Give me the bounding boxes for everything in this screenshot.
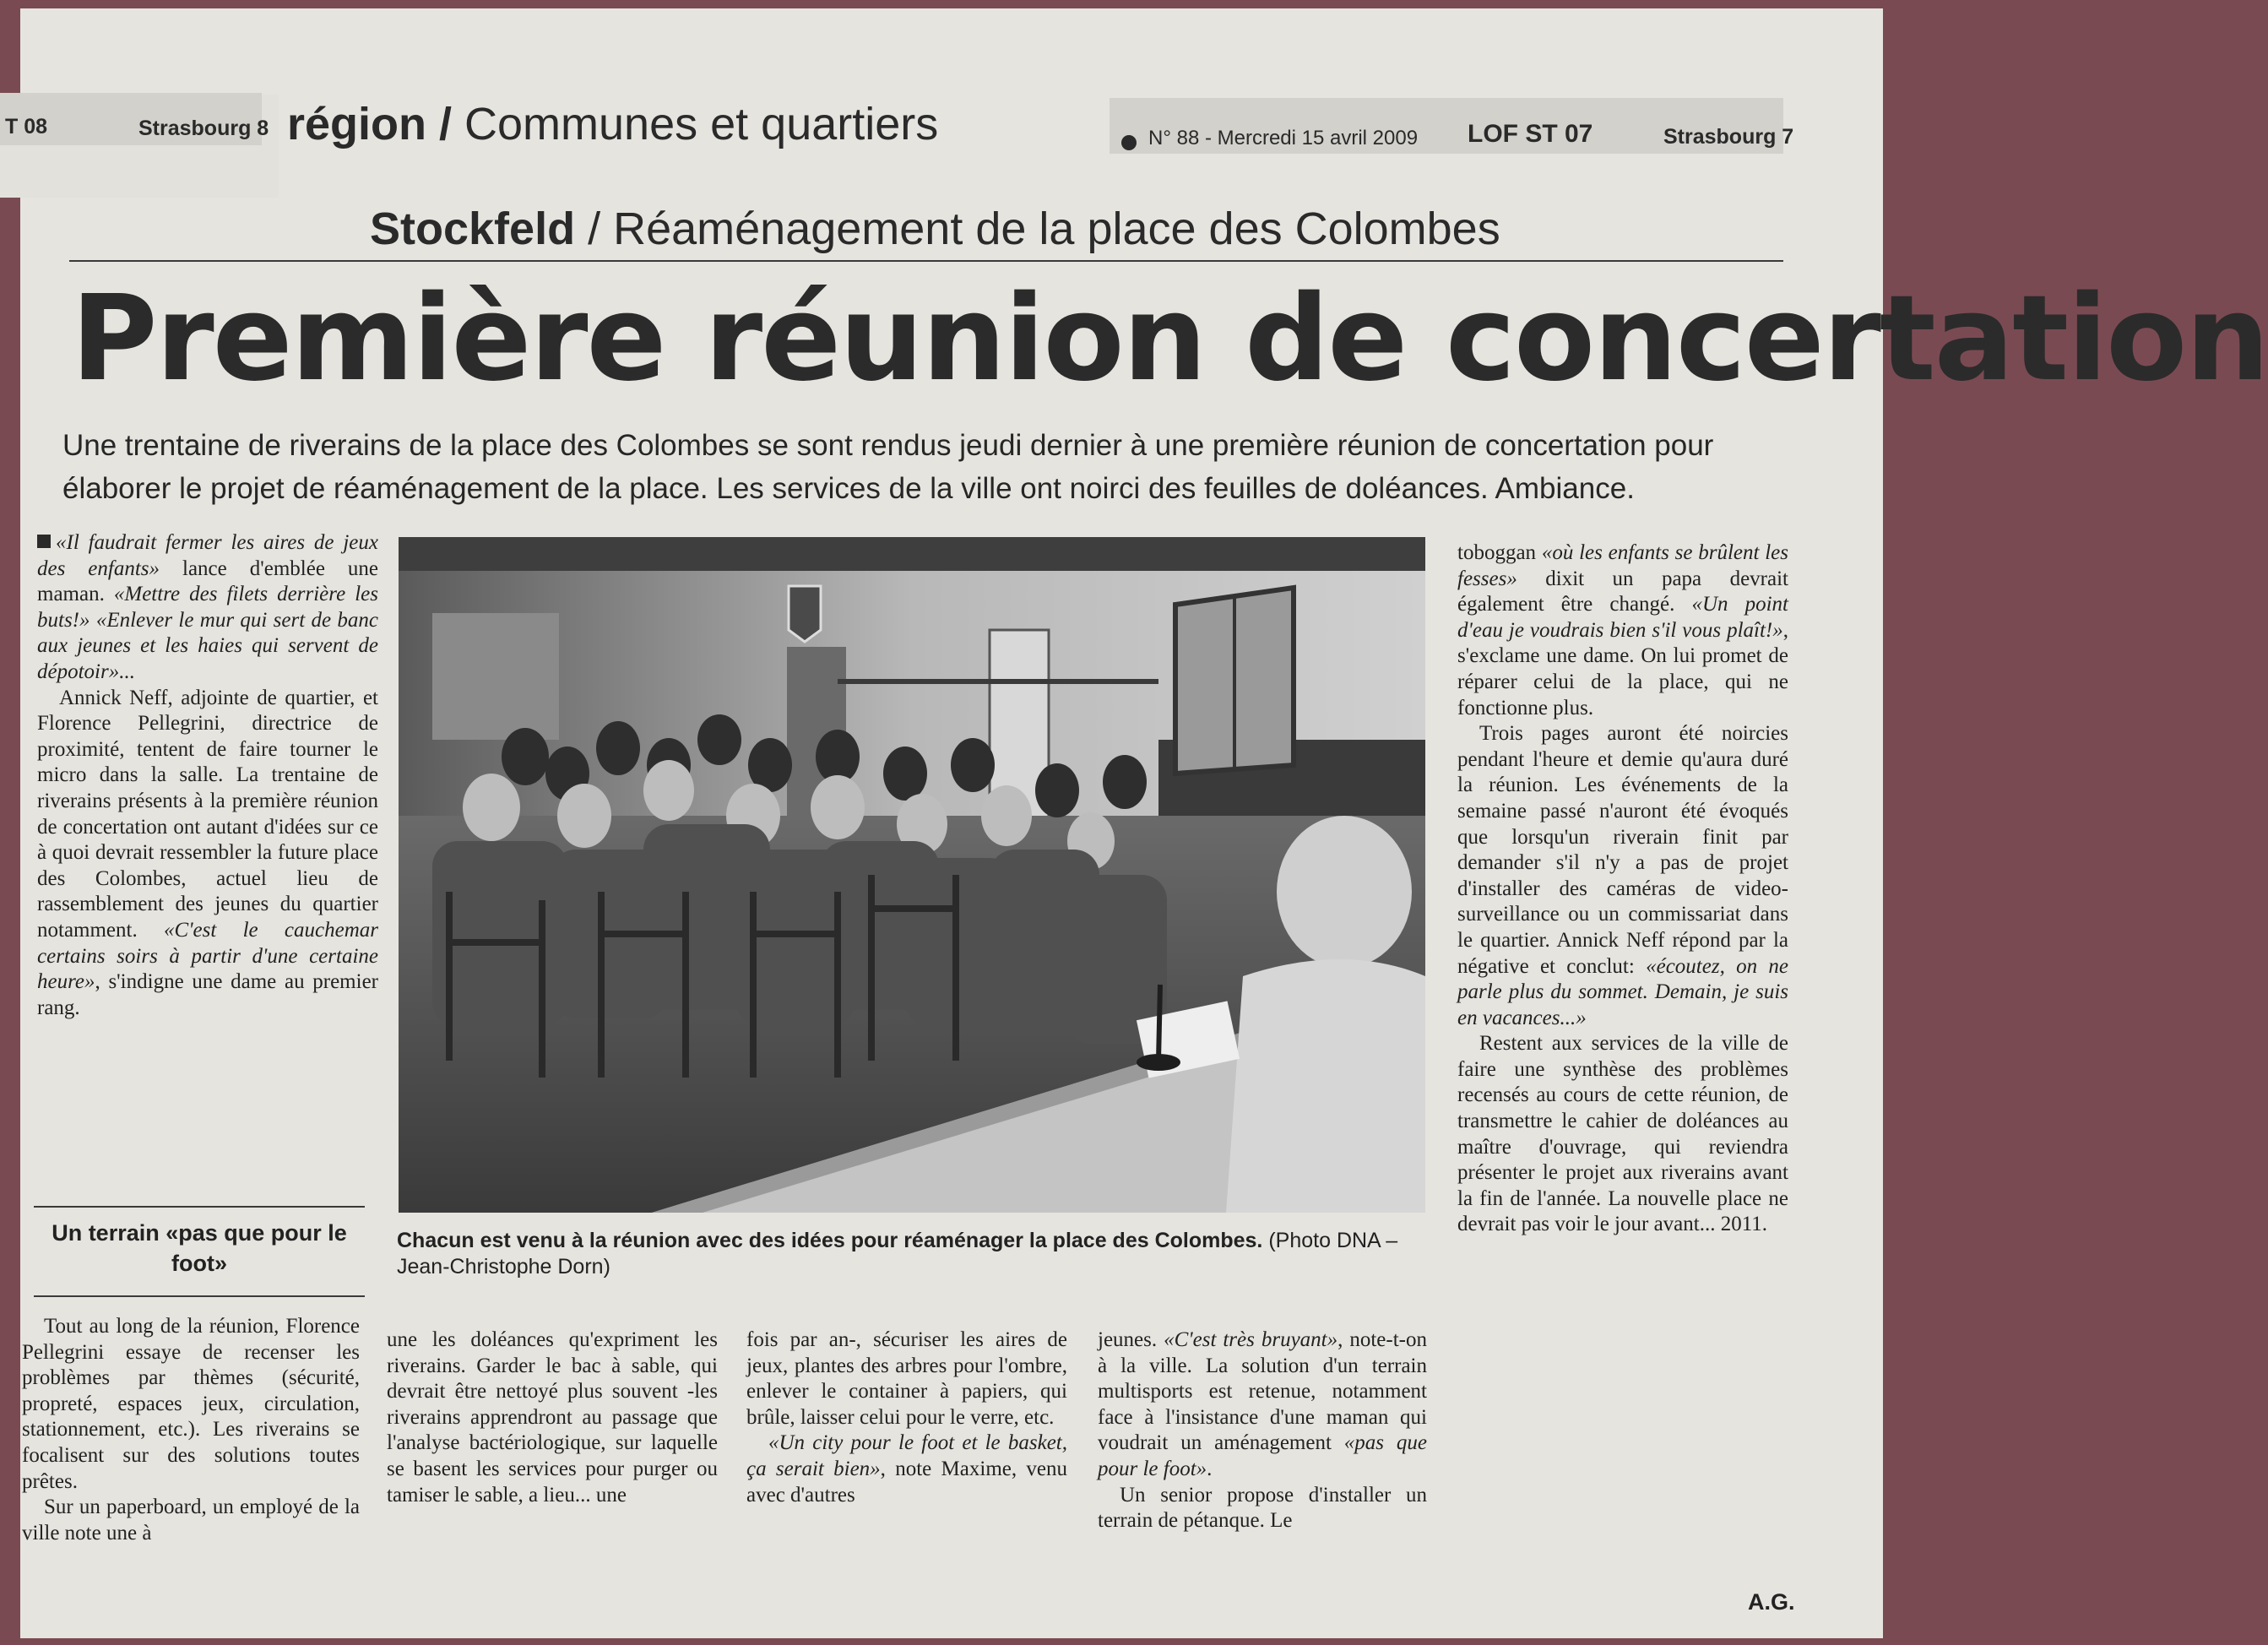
column-5 (1457, 540, 1788, 1238)
issue-info: N° 88 - Mercredi 15 avril 2009 (1148, 127, 1419, 149)
column-3 (746, 1327, 1067, 1508)
section-main: région / (287, 99, 453, 149)
col5-paragraph-2: Trois pages auront été noircies pendant l'heure et demie qu'aura duré la réunion. Les événements de la semaine passé n'auront été évoqués que lorsqu'un riverain finit par demander s'il n'y a pas de projet d'installer des caméras de video-surveillance ou un commissariat dans le quartier. Annick Neff répond par la négative et conclut: «écoutez, on ne parle plus du sommet. Demain, je suis en vacances...» (1457, 722, 1788, 1029)
section-sub: Communes et quartiers (464, 99, 939, 149)
column-4 (1098, 1327, 1427, 1534)
page-city: Strasbourg 7 (1663, 125, 1794, 149)
kicker-rule (69, 260, 1783, 262)
kicker (370, 203, 1500, 255)
col5-paragraph-1: toboggan «où les enfants se brûlent les fesses» dixit un papa devrait également être changé. «Un point d'eau je voudrais bien s'il vous plaît!», s'exclame une dame. On lui promet de réparer celui de la place, qui ne fonctionne plus. (1457, 541, 1788, 719)
prev-page-city: Strasbourg 8 (138, 117, 269, 140)
col1b-paragraph-1: Tout au long de la réunion, Florence Pellegrini essaye de recenser les problèmes par thèmes (sécurité, propreté, espaces jeux, circulation, stationnement, etc.). Les riverains se focalisent sur des solutions toutes prêtes. (22, 1315, 360, 1493)
meeting-photo (399, 537, 1425, 1213)
bullet-dot-icon (1121, 135, 1137, 150)
col1-paragraph-1: «Il faudrait fermer les aires de jeux des enfants» lance d'emblée une maman. «Mettre des filets derrière les buts!» «Enlever le mur qui sert de banc aux jeunes et les haies qui servent de dépotoir»... (37, 531, 378, 683)
kicker-place: Stockfeld (370, 204, 576, 254)
square-bullet-icon (37, 535, 51, 548)
lede: Une trentaine de riverains de la place des Colombes se sont rendus jeudi dernier à une première réunion de concertation pour élaborer le projet de réaménagement de la place. Les services de la ville ont noirci des feuilles de doléances. Ambiance. (62, 429, 1714, 505)
box-rule-top (34, 1206, 365, 1208)
column-1-bottom (22, 1314, 360, 1546)
col1-paragraph-2: Annick Neff, adjointe de quartier, et Florence Pellegrini, directrice de proximité, tentent de faire tourner le micro dans la salle. La trentaine de riverains présents à la première réunion de concertation ont autant d'idées sur ce à quoi devrait ressembler la future place des Colombes, actuel lieu de rassemblement des jeunes du quartier notamment. «C'est le cauchemar certains soirs à partir d'une certaine heure», s'indigne une dame au premier rang. (37, 686, 378, 1019)
column-1 (37, 530, 378, 1021)
col2-paragraph-1: une les doléances qu'expriment les riverains. Garder le bac à sable, qui devrait être nettoyé plus souvent -les riverains apprendront au passage que l'analyse bactériologique, sur laquelle se basent les services pour purger ou tamiser le sable, a lieu... une (387, 1328, 718, 1507)
page-code: LOF ST 07 (1468, 120, 1593, 148)
photo-caption: Chacun est venu à la réunion avec des idées pour réaménager la place des Colombes. (Photo DNA – Jean-Christophe Dorn) (397, 1229, 1398, 1279)
box-rule-bottom (34, 1295, 365, 1297)
section-title (287, 98, 938, 150)
col4-paragraph-2: Un senior propose d'installer un terrain de pétanque. Le (1098, 1483, 1427, 1533)
col5-paragraph-3: Restent aux services de la ville de faire une synthèse des problèmes recensés au cours de cette réunion, de transmettre le cahier de doléances au maître d'ouvrage, qui reviendra présenter le projet aux riverains avant la fin de l'année. La nouvelle place ne devrait pas voir le jour avant... 2011. (1457, 1032, 1788, 1236)
column-2 (387, 1327, 718, 1508)
col3-paragraph-1: fois par an-, sécuriser les aires de jeux, plantes des arbres pour l'ombre, enlever le container à papiers, qui brûle, laisser celui pour le verre, etc. (746, 1328, 1067, 1429)
col1b-paragraph-2: Sur un paperboard, un employé de la ville note une à (22, 1496, 360, 1545)
kicker-topic: / Réaménagement de la place des Colombes (588, 204, 1500, 254)
box-title: Un terrain «pas que pour le foot» (52, 1220, 347, 1276)
col3-paragraph-2: «Un city pour le foot et le basket, ça serait bien», note Maxime, venu avec d'autres (746, 1431, 1067, 1507)
author-signature: A.G. (1748, 1589, 1795, 1615)
col4-paragraph-1: jeunes. «C'est très bruyant», note-t-on à la ville. La solution d'un terrain multisports est retenue, notamment face à l'insistance d'une maman qui voudrait un aménagement «pas que pour le foot». (1098, 1328, 1427, 1480)
headline: Première réunion de concertation (71, 270, 2268, 408)
prev-page-code: T 08 (5, 115, 48, 138)
